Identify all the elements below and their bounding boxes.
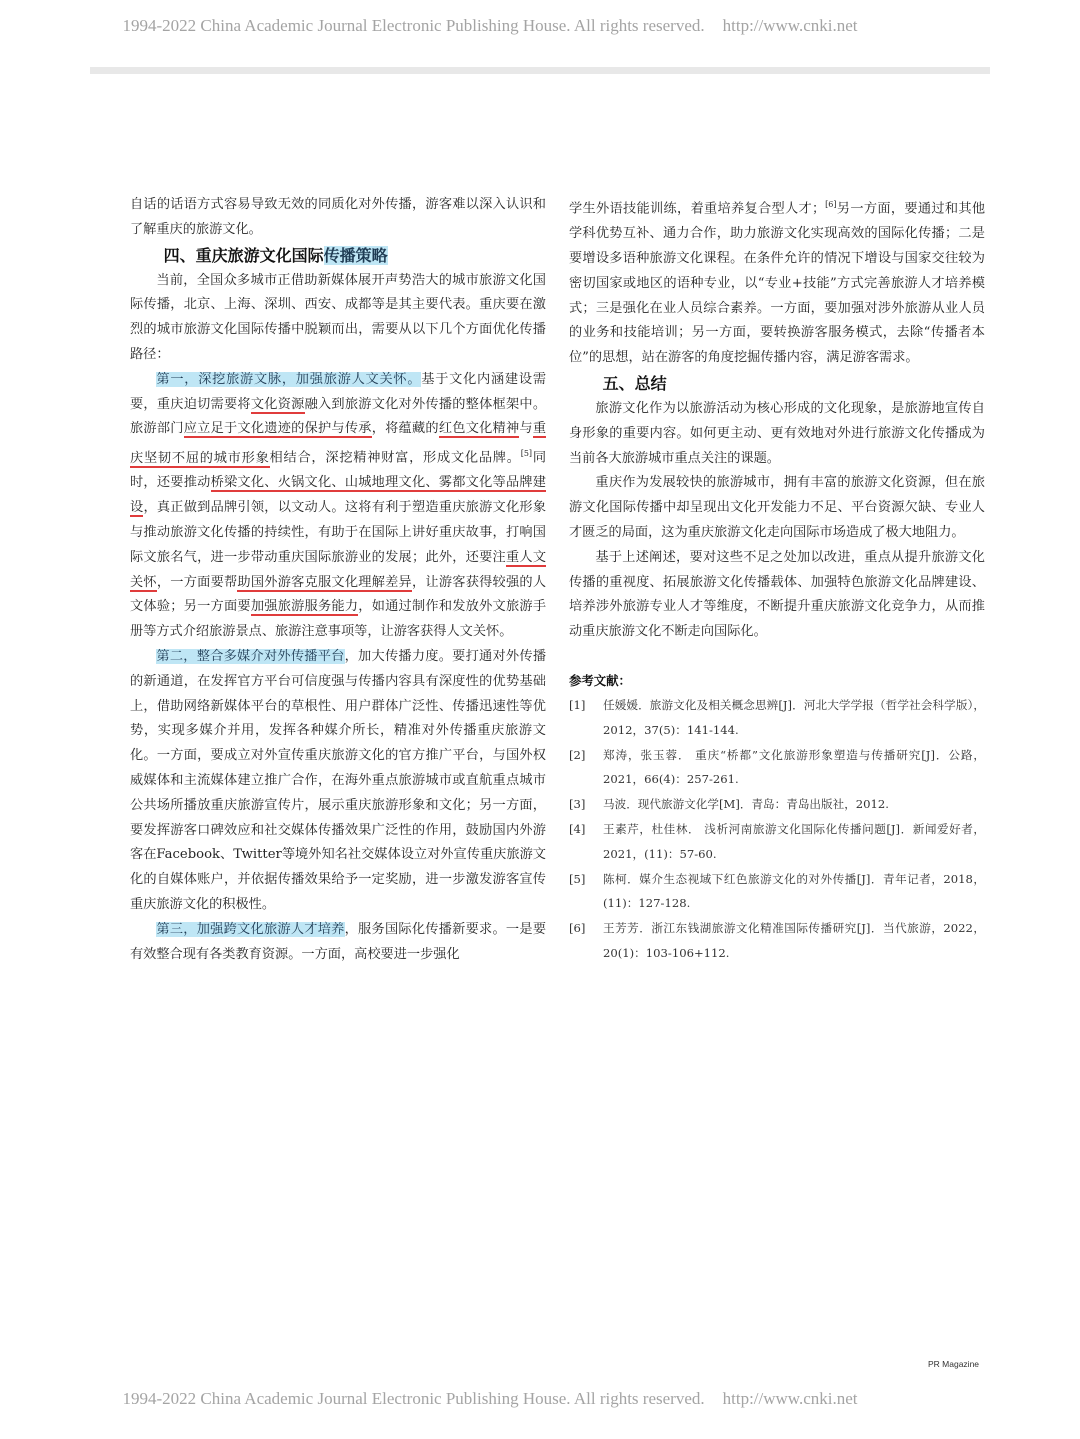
reference-item: [3] 马波．现代旅游文化学[M]．青岛：青岛出版社，2012. bbox=[569, 797, 889, 812]
underline: 应立足于文化遗迹的保护与传承 bbox=[183, 421, 372, 437]
copyright-watermark-top: 1994-2022 China Academic Journal Electronic Publishing House. All rights reserved. http://www.cnki.net bbox=[122, 16, 858, 35]
section5-heading: 五、总结 bbox=[602, 373, 667, 393]
highlight: 第一，深挖旅游文脉，加强旅游人文关怀。 bbox=[156, 371, 422, 387]
reference-item: [1] 任媛媛．旅游文化及相关概念思辨[J]．河北大学学报（哲学社会科学版），2012，37(5)：141-144. bbox=[569, 697, 985, 737]
reference-item: [4] 王素芹，杜佳林． 浅析河南旅游文化国际化传播问题[J]．新闻爱好者，2021，(11)：57-60. bbox=[569, 821, 985, 861]
section4-paragraph-1: 当前，全国众多城市正借助新媒体展开声势浩大的城市旅游文化国际传播，北京、上海、深圳、西安、成都等是其主要代表。重庆要在激烈的城市旅游文化国际传播中脱颖而出，需要从以下几个方面优化传播路径： bbox=[130, 272, 546, 362]
underline: 文化资源 bbox=[250, 396, 305, 412]
underline: 红色文化精神 bbox=[438, 421, 520, 437]
highlight: 第三，加强跨文化旅游人才培养 bbox=[156, 921, 345, 937]
underline: 桥梁文化、火锅文化、山城地理文化、雾都文化等品牌建设 bbox=[130, 475, 546, 516]
continued-paragraph: 学生外语技能训练，着重培养复合型人才；[6]另一方面，要通过和其他学科优势互补、通力合作，助力旅游文化实现高效的国际化传播；二是要增设多语种旅游文化课程。在条件允许的情况下增设与国家交往较为密切国家或地区的语种专业，以“专业+技能”方式完善旅游人才培养模式；三是强化在业人员综合素养。一方面，要加强对涉外旅游从业人员的业务和技能培训；另一方面，要转换游客服务模式，去除“传播者本位”的思想，站在游客的角度挖掘传播内容，满足游客需求。 bbox=[569, 200, 986, 366]
summary-paragraph-2: 重庆作为发展较快的旅游城市，拥有丰富的旅游文化资源，但在旅游文化国际传播中却呈现出文化开发能力不足、平台资源欠缺、专业人才匮乏的局面，这为重庆旅游文化走向国际市场造成了极大地阻力。 bbox=[569, 475, 985, 540]
section4-paragraph-3: 第二，整合多媒介对外传播平台，加大传播力度。要打通对外传播的新通道，在发挥官方平台可信度强与传播内容具有深度性的优势基础上，借助网络新媒体平台的草根性、用户群体广泛性、传播迅速性等优势，实现多媒介并用，发挥各种媒介所长，精准对外传播重庆旅游文化。一方面，要成立对外宣传重庆旅游文化的官方推广平台，与国外权威媒体和主流媒体建立推广合作，在海外重点旅游城市或直航重点城市公共场所播放重庆旅游宣传片，展示重庆旅游形象和文化；另一方面，要发挥游客口碑效应和社交媒体传播效果广泛性的作用，鼓励国内外游客在Facebook、Twitter等境外知名社交媒体设立对外宣传重庆旅游文化的自媒体账户，并依据传播效果给予一定奖励，进一步激发游客宣传重庆旅游文化的积极性。 bbox=[130, 648, 547, 912]
citation: [5] bbox=[520, 449, 533, 459]
underline: 加强旅游服务能力 bbox=[250, 599, 359, 615]
references-heading: 参考文献： bbox=[569, 672, 631, 688]
underline: 重庆坚韧不屈的城市形象 bbox=[130, 421, 547, 466]
right-column bbox=[569, 193, 985, 966]
section4-heading: 四、重庆旅游文化国际传播策略 bbox=[163, 245, 388, 265]
intro-paragraph: 自话的话语方式容易导致无效的同质化对外传播，游客难以深入认识和了解重庆的旅游文化。 bbox=[130, 197, 546, 237]
summary-paragraph-3: 基于上述阐述，要对这些不足之处加以改进，重点从提升旅游文化传播的重视度、拓展旅游文化传播载体、加强特色旅游文化品牌建设、培养涉外旅游专业人才等维度，不断提升重庆旅游文化竞争力，从而推动重庆旅游文化不断走向国际化。 bbox=[569, 549, 985, 640]
references-list bbox=[569, 693, 985, 966]
magazine-name: PR Magazine bbox=[928, 1359, 980, 1369]
header-rule bbox=[90, 67, 990, 74]
reference-item: [2] 郑涛，张玉蓉． 重庆“桥都”文化旅游形象塑造与传播研究[J]．公路，2021，66(4)：257-261. bbox=[569, 747, 985, 787]
copyright-watermark-bottom: 1994-2022 China Academic Journal Electronic Publishing House. All rights reserved. http://www.cnki.net bbox=[122, 1389, 858, 1408]
summary-paragraph-1: 旅游文化作为以旅游活动为核心形成的文化现象，是旅游地宣传自身形象的重要内容。如何更主动、更有效地对外进行旅游文化传播成为当前各大旅游城市重点关注的课题。 bbox=[569, 400, 985, 466]
highlight: 第二，整合多媒介对外传播平台 bbox=[156, 648, 345, 664]
highlight: 传播策略 bbox=[323, 245, 388, 265]
underline: 重人文关怀 bbox=[130, 549, 547, 590]
section4-paragraph-2: 第一，深挖旅游文脉，加强旅游人文关怀。基于文化内涵建设需要，重庆迫切需要将文化资源融入到旅游文化对外传播的整体框架中。旅游部门应立足于文化遗迹的保护与传承，将蕴藏的红色文化精神与重庆坚韧不屈的城市形象相结合，深挖精神财富，形成文化品牌。[5]同时，还要推动桥梁文化、火锅文化、山城地理文化、雾都文化等品牌建设，真正做到品牌引领，以文动人。这将有利于塑造重庆旅游文化形象与推动旅游文化传播的持续性，有助于在国际上讲好重庆故事，打响国际文旅名气，进一步带动重庆国际旅游业的发展；此外，还要注重人文关怀，一方面要帮助国外游客克服文化理解差异，让游客获得较强的人文体验；另一方面要加强旅游服务能力，如通过制作和发放外文旅游手册等方式介绍旅游景点、旅游注意事项等，让游客获得人文关怀。 bbox=[130, 371, 547, 640]
citation: [6] bbox=[825, 200, 837, 209]
reference-item: [6] 王芳芳．浙江东钱湖旅游文化精准国际传播研究[J]．当代旅游，2022，20(1)：103-106+112. bbox=[569, 921, 985, 960]
underline: 助国外游客克服文化理解差异 bbox=[237, 574, 412, 590]
left-column bbox=[130, 193, 546, 967]
reference-item: [5] 陈柯．媒介生态视域下红色旅游文化的对外传播[J]．青年记者，2018，(11)：127-128. bbox=[569, 871, 985, 911]
section4-paragraph-4: 第三，加强跨文化旅游人才培养，服务国际化传播新要求。一是要有效整合现有各类教育资源。一方面，高校要进一步强化 bbox=[130, 921, 547, 962]
